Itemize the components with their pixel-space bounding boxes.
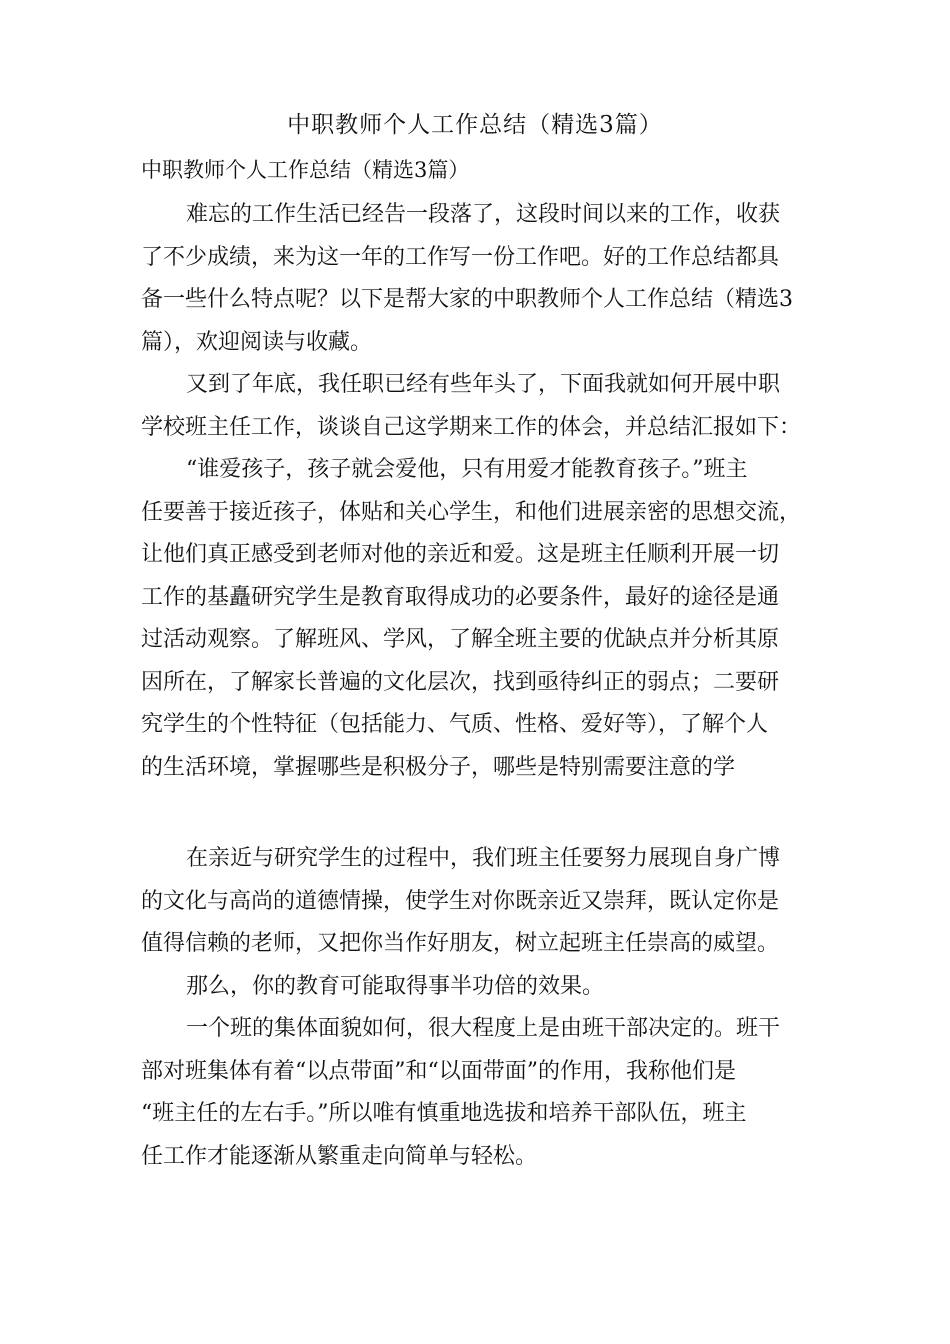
text-line: 学校班主任工作，谈谈自己这学期来工作的体会，并总结汇报如下： [141, 414, 802, 440]
text-line: 一个班的集体面貌如何，很大程度上是由班干部决定的。班干 [186, 1016, 781, 1041]
text-block-1 [141, 194, 821, 789]
text-line: 备一些什么特点呢？以下是帮大家的中职教师个人工作总结（精选3 [141, 287, 793, 312]
text-line: 究学生的个性特征（包括能力、气质、性格、爱好等），了解个人 [141, 712, 769, 737]
text-line: 了不少成绩，来为这一年的工作写一份工作吧。好的工作总结都具 [141, 244, 780, 270]
text-line: 那么，你的教育可能取得事半功倍的效果。 [186, 973, 605, 999]
text-line: “班主任的左右手。”所以唯有慎重地选拔和培养干部队伍，班主 [141, 1101, 747, 1126]
text-line: 任工作才能逐渐从繁重走向简单与轻松。 [141, 1143, 538, 1169]
text-line: “谁爱孩子，孩子就会爱他，只有用爱才能教育孩子。”班主 [186, 457, 748, 482]
text-line: 篇），欢迎阅读与收藏。 [141, 329, 373, 355]
text-line: 工作的基矗研究学生是教育取得成功的必要条件，最好的途径是通 [141, 584, 780, 610]
text-line: 任要善于接近孩子，体贴和关心学生，和他们进展亲密的思想交流， [141, 499, 802, 525]
text-block-2 [141, 838, 821, 1178]
text-line: 让他们真正感受到老师对他的亲近和爱。这是班主任顺利开展一切 [141, 542, 780, 567]
text-line: 的文化与高尚的道德情操，使学生对你既亲近又崇拜，既认定你是 [141, 888, 780, 914]
document-title: 中职教师个人工作总结（精选3篇） [287, 112, 663, 138]
text-line: 的生活环境，掌握哪些是积极分子，哪些是特别需要注意的学 [141, 754, 736, 780]
text-line: 在亲近与研究学生的过程中，我们班主任要努力展现自身广博 [186, 846, 781, 871]
text-line: 过活动观察。了解班风、学风，了解全班主要的优缺点并分析其原 [141, 627, 780, 652]
text-line: 值得信赖的老师，又把你当作好朋友，树立起班主任崇高的威望。 [141, 931, 780, 956]
text-line: 难忘的工作生活已经告一段落了，这段时间以来的工作，收获 [186, 202, 781, 227]
text-line: 部对班集体有着“以点带面”和“以面带面”的作用，我称他们是 [141, 1058, 736, 1084]
document-subtitle: 中职教师个人工作总结（精选3篇） [141, 158, 470, 182]
text-line: 因所在，了解家长普遍的文化层次，找到亟待纠正的弱点；二要研 [141, 669, 780, 695]
text-line: 又到了年底，我任职已经有些年头了，下面我就如何开展中职 [186, 372, 781, 397]
